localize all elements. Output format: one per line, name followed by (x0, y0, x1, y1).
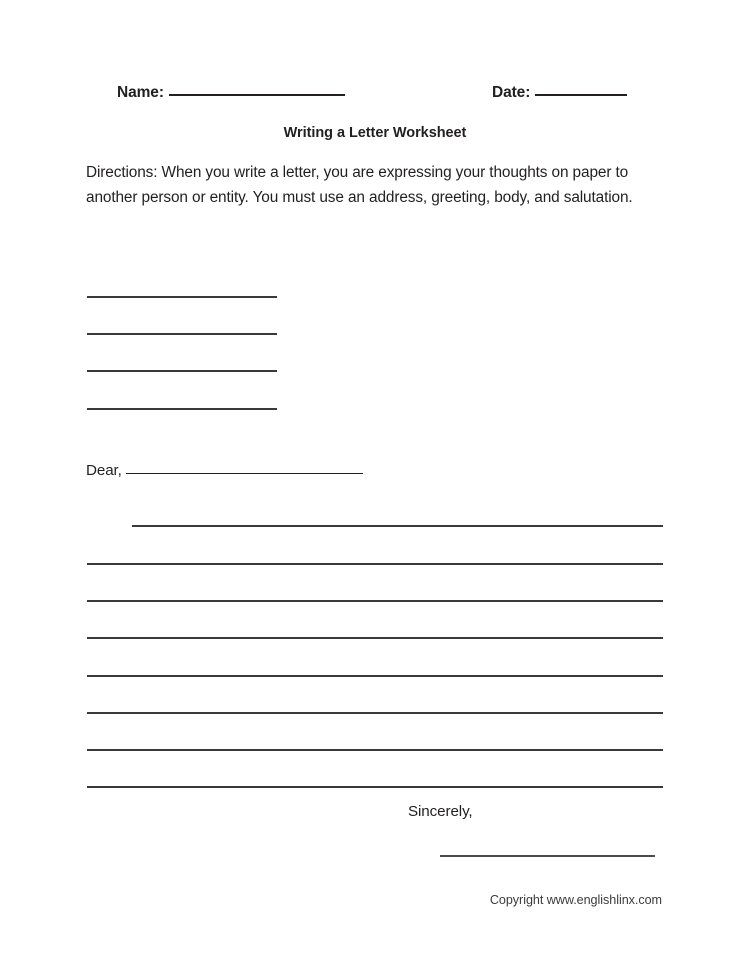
signature-blank[interactable] (440, 855, 655, 857)
body-line-1[interactable] (132, 525, 663, 527)
copyright-footer: Copyright www.englishlinx.com (489, 893, 662, 907)
greeting-field-group (86, 462, 363, 479)
greeting-recipient-blank[interactable] (126, 473, 363, 474)
address-line-3[interactable] (87, 370, 277, 372)
name-label: Name: (117, 84, 164, 101)
date-label: Date: (492, 84, 531, 101)
body-line-4[interactable] (87, 637, 663, 639)
page-title: Writing a Letter Worksheet (283, 125, 467, 141)
body-line-7[interactable] (87, 749, 663, 751)
address-line-2[interactable] (87, 333, 277, 335)
closing-label: Sincerely, (408, 803, 473, 820)
name-input-blank[interactable] (169, 94, 345, 96)
header-fields (87, 84, 663, 110)
address-line-4[interactable] (87, 408, 277, 410)
date-field-group (492, 84, 627, 102)
body-line-5[interactable] (87, 675, 663, 677)
body-line-8[interactable] (87, 786, 663, 788)
name-field-group (117, 84, 345, 102)
address-line-1[interactable] (87, 296, 277, 298)
date-input-blank[interactable] (535, 94, 627, 96)
body-line-3[interactable] (87, 600, 663, 602)
body-line-6[interactable] (87, 712, 663, 714)
directions-text: Directions: When you write a letter, you are expressing your thoughts on paper to another person or entity. You must use an address, greeting, body, and salutation. (86, 164, 633, 206)
greeting-label: Dear, (86, 462, 122, 479)
body-line-2[interactable] (87, 563, 663, 565)
